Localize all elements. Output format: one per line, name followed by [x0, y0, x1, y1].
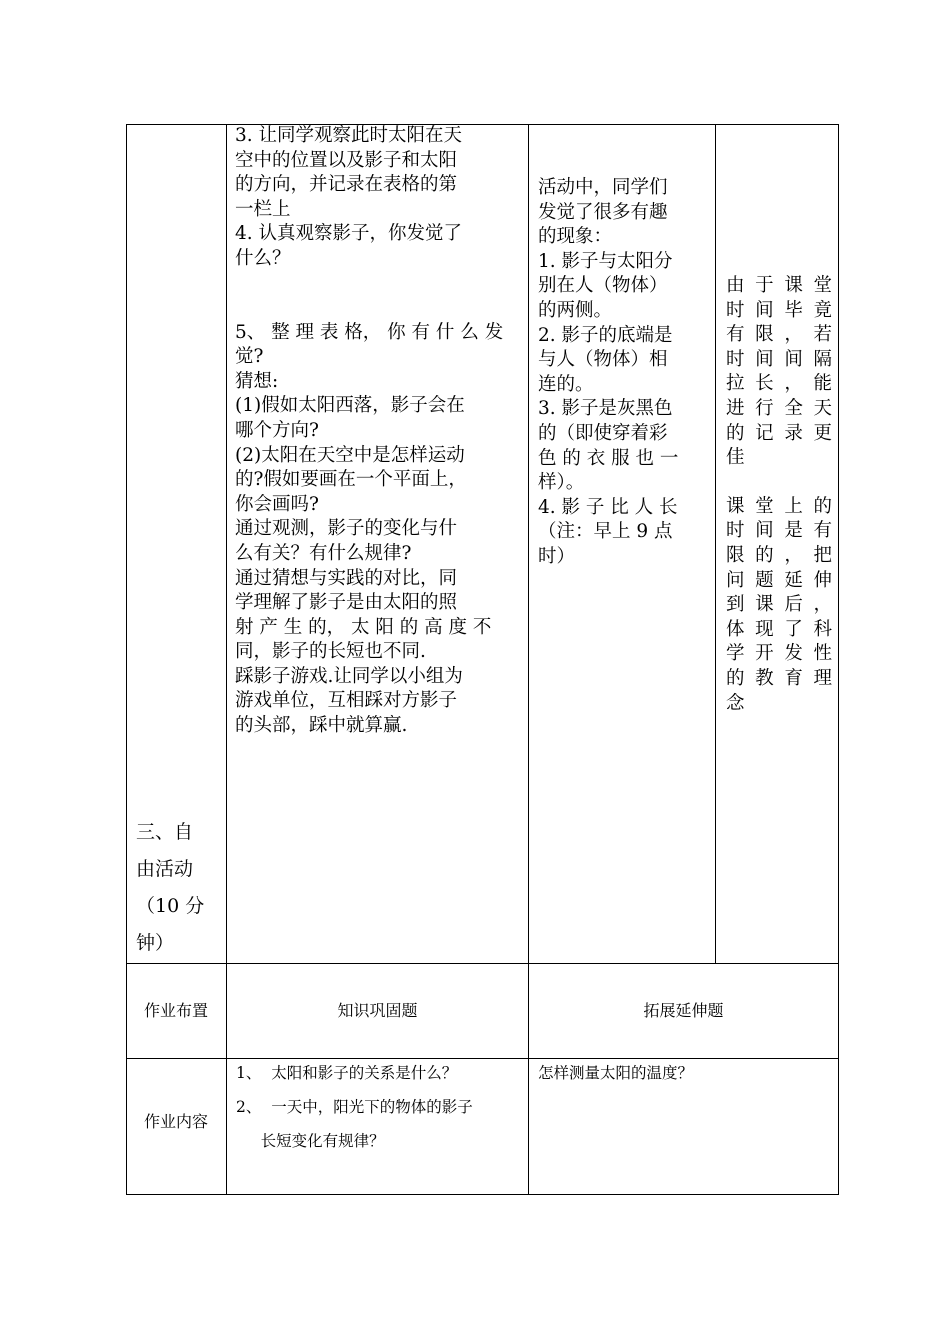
process-line: 的方向，并记录在表格的第 — [235, 174, 458, 196]
intent-char: 是 — [784, 520, 803, 542]
student-activity-cell — [538, 176, 708, 570]
table-border-left — [126, 124, 127, 1195]
student-line: 别在人（物体） — [538, 275, 668, 297]
homework-question: 1、 太阳和影子的关系是什么？ — [236, 1064, 458, 1082]
intent-char: 理 — [813, 667, 832, 689]
process-line: 学理解了影子是由太阳的照 — [235, 592, 458, 614]
student-line: 1. 影子与太阳分 — [538, 250, 673, 272]
student-line: （注：早上 9 点 — [538, 521, 673, 543]
intent-line — [726, 593, 832, 618]
intent-char: 的 — [726, 422, 745, 444]
intent-char: 课 — [726, 495, 745, 517]
table-border-bottom — [126, 1194, 839, 1195]
student-line: 3. 影子是灰黑色 — [538, 398, 673, 420]
intent-line — [726, 372, 832, 397]
process-line: 你会画吗? — [235, 493, 319, 515]
intent-char: 拉 — [726, 373, 745, 395]
intent-line — [726, 519, 832, 544]
student-line: 样）。 — [538, 472, 585, 494]
process-line: 通过猜想与实践的对比，同 — [235, 567, 458, 589]
intent-line — [726, 274, 832, 299]
intent-line — [726, 618, 832, 643]
student-line: 色 的 衣 服 也 一 — [538, 447, 679, 469]
intent-char: 限 — [755, 324, 774, 346]
intent-char: 学 — [726, 643, 745, 665]
intent-char: 时 — [726, 520, 745, 542]
intent-char: ， — [784, 324, 803, 346]
student-line: 时） — [538, 545, 576, 567]
intent-char: 育 — [784, 667, 803, 689]
extension-content: 怎样测量太阳的温度？ — [538, 1064, 694, 1082]
student-line: 活动中，同学们 — [538, 177, 668, 198]
intent-char: 间 — [755, 520, 774, 542]
process-line: (2)太阳在天空中是怎样运动 — [235, 444, 465, 466]
design-intent-cell — [726, 274, 832, 716]
intent-char: 由 — [726, 275, 745, 296]
intent-char: 开 — [755, 643, 774, 665]
intent-char: 把 — [813, 544, 832, 566]
intent-char: 长 — [755, 373, 774, 395]
intent-char: 有 — [813, 520, 832, 542]
process-line: 5、 整 理 表 格， 你 有 什 么 发 — [235, 321, 504, 343]
intent-char: 课 — [755, 594, 774, 616]
intent-char: 教 — [755, 667, 774, 689]
student-line: 的现象： — [538, 226, 613, 248]
column-divider-1 — [226, 124, 227, 1195]
intent-char: 全 — [784, 397, 803, 419]
intent-char: 时 — [726, 348, 745, 370]
stage-line: 三、自 — [136, 821, 194, 843]
stage-line: （10 分 — [136, 895, 205, 917]
intent-char: 问 — [726, 569, 745, 591]
stage-cell — [136, 814, 224, 962]
intent-char: 若 — [813, 324, 832, 346]
process-line: 踩影子游戏.让同学以小组为 — [235, 665, 463, 687]
intent-char: 现 — [755, 618, 774, 640]
student-line: 发觉了很多有趣 — [538, 201, 668, 223]
process-line: 哪个方向? — [235, 419, 319, 441]
process-line: 一栏上 — [235, 198, 291, 220]
stage-line: 钟） — [136, 932, 175, 954]
intent-char: 上 — [784, 495, 803, 517]
intent-char: ， — [784, 544, 803, 566]
student-line: 与人（物体）相 — [538, 349, 668, 371]
intent-char: 的 — [813, 495, 832, 517]
process-line: 觉? — [235, 346, 264, 368]
intent-line — [726, 422, 832, 447]
process-line: 4. 认真观察影子，你发觉了 — [235, 223, 463, 245]
process-line: 的头部，踩中就算赢. — [235, 715, 408, 737]
intent-char: ， — [813, 594, 832, 616]
intent-char: 科 — [813, 618, 832, 640]
spacer — [235, 272, 523, 321]
student-line: 的两侧。 — [538, 299, 613, 321]
intent-char: 记 — [755, 422, 774, 444]
student-line: 2. 影子的底端是 — [538, 324, 673, 346]
intent-char: 课 — [784, 275, 803, 296]
row-divider-1 — [126, 963, 839, 964]
intent-char: 堂 — [813, 275, 832, 296]
intent-char: 的 — [755, 544, 774, 566]
intent-char: 录 — [784, 422, 803, 444]
consolidation-header: 知识巩固题 — [337, 1001, 418, 1020]
homework-content-label: 作业内容 — [143, 1112, 208, 1131]
intent-char: 天 — [813, 397, 832, 419]
process-line: 游戏单位，互相踩对方影子 — [235, 690, 458, 712]
intent-line — [726, 569, 832, 594]
extension-header: 拓展延伸题 — [643, 1001, 724, 1020]
intent-line — [726, 667, 832, 692]
process-line: (1)假如太阳西落，影子会在 — [235, 395, 465, 417]
column-divider-3 — [715, 124, 716, 964]
intent-char: 间 — [755, 299, 774, 321]
column-divider-2 — [528, 124, 529, 1195]
intent-char: 体 — [726, 618, 745, 640]
intent-char: 竟 — [813, 299, 832, 321]
intent-char: 时 — [726, 299, 745, 321]
intent-char: 有 — [726, 324, 745, 346]
intent-line: 佳 — [726, 447, 745, 469]
homework-label: 作业布置 — [143, 1001, 208, 1020]
homework-question: 长短变化有规律？ — [236, 1132, 385, 1150]
spacer — [726, 471, 832, 495]
intent-char: 堂 — [755, 495, 774, 517]
process-line: 通过观测，影子的变化与什 — [235, 518, 458, 540]
intent-line — [726, 642, 832, 667]
intent-char: 于 — [755, 275, 774, 296]
intent-line — [726, 495, 832, 520]
student-line: 连的。 — [538, 373, 594, 395]
intent-char: 的 — [726, 667, 745, 689]
intent-char: 更 — [813, 422, 832, 444]
table-border-right — [838, 124, 839, 1195]
intent-char: 发 — [784, 643, 803, 665]
intent-char: 间 — [755, 348, 774, 370]
intent-char: 到 — [726, 594, 745, 616]
intent-char: 隔 — [813, 348, 832, 370]
intent-char: 性 — [813, 643, 832, 665]
intent-char: ， — [784, 373, 803, 395]
intent-line — [726, 397, 832, 422]
intent-line: 念 — [726, 692, 745, 714]
process-line: 同，影子的长短也不同. — [235, 641, 426, 663]
intent-char: 行 — [755, 397, 774, 419]
process-line: 么有关？有什么规律? — [235, 542, 412, 564]
intent-char: 限 — [726, 544, 745, 566]
process-line: 射 产 生 的， 太 阳 的 高 度 不 — [235, 616, 492, 638]
process-line: 的?假如要画在一个平面上， — [235, 469, 467, 491]
stage-line: 由活动 — [136, 858, 194, 880]
student-line: 4. 影 子 比 人 长 — [538, 496, 678, 518]
process-line: 空中的位置以及影子和太阳 — [235, 149, 458, 171]
consolidation-content — [236, 1056, 526, 1158]
intent-char: 伸 — [813, 569, 832, 591]
intent-char: 了 — [784, 618, 803, 640]
intent-line — [726, 323, 832, 348]
intent-char: 后 — [784, 594, 803, 616]
process-line: 什么？ — [235, 247, 291, 269]
homework-question: 2、 一天中，阳光下的物体的影子 — [236, 1098, 473, 1116]
intent-char: 进 — [726, 397, 745, 419]
process-cell — [235, 124, 523, 739]
process-line: 3. 让同学观察此时太阳在天 — [235, 125, 463, 146]
process-line: 猜想: — [235, 370, 279, 392]
intent-char: 题 — [755, 569, 774, 591]
student-line: 的（即使穿着彩 — [538, 422, 668, 444]
intent-char: 毕 — [784, 299, 803, 321]
intent-line — [726, 348, 832, 373]
intent-char: 延 — [784, 569, 803, 591]
intent-line — [726, 544, 832, 569]
intent-char: 能 — [813, 373, 832, 395]
intent-char: 间 — [784, 348, 803, 370]
intent-line — [726, 299, 832, 324]
